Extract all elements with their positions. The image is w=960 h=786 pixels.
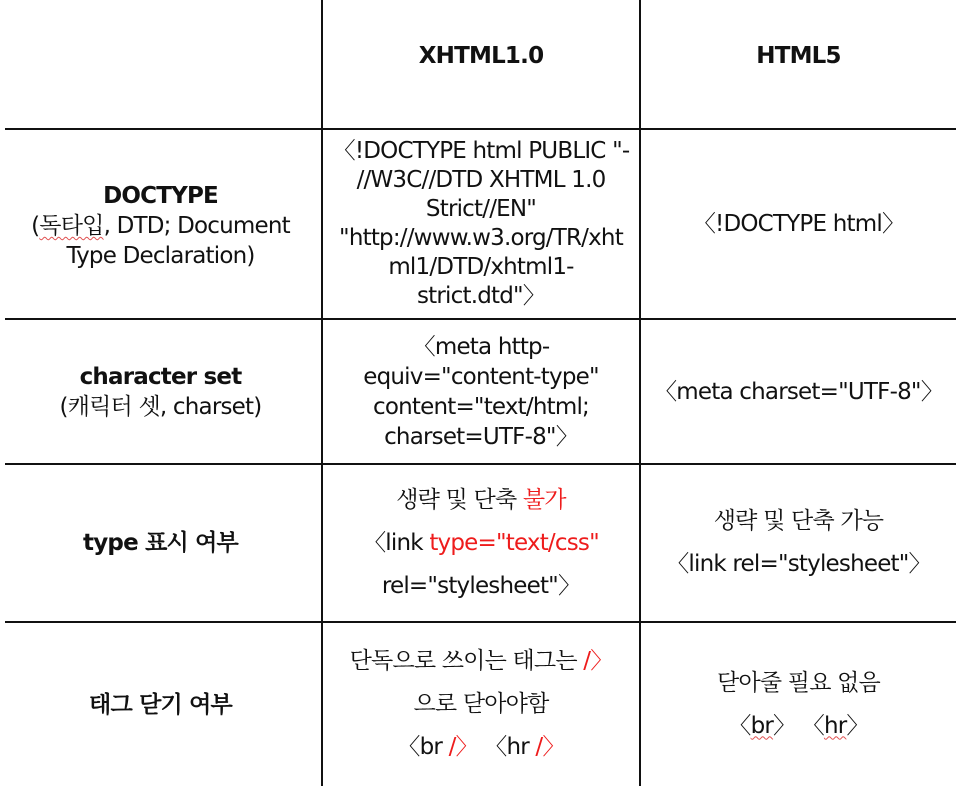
type-xhtml-line-1: 생략 및 단축 불가 [396,486,566,513]
close-xhtml-line-3: 〈br /〉 〈hr /〉 [397,734,565,760]
charset-subtitle: (캐릭터 셋, charset) [59,393,262,420]
unavailable-highlight: 불가 [522,486,566,513]
header-html5-label: HTML5 [756,43,841,69]
type-xhtml-line-2: 〈link type="text/css" [363,529,599,556]
charset-html5-value: 〈meta charset="UTF-8"〉 [654,378,943,405]
doctype-html5-value: 〈!DOCTYPE html〉 [692,211,905,237]
close-html5-line-1: 닫아줄 필요 없음 [717,669,880,696]
type-xhtml-line-3: rel="stylesheet"〉 [381,572,581,599]
type-html5-line-2: 〈link rel="stylesheet"〉 [666,551,931,577]
type-attribute-highlight: type="text/css" [429,529,599,556]
type-html5-line-1: 생략 및 단축 가능 [713,508,884,534]
header-html5 [641,0,956,112]
doctype-xhtml-line: Strict//EN" [425,196,537,222]
charset-xhtml-line: content="text/html; [373,393,589,420]
charset-xhtml-line: equiv="content-type" [363,363,599,390]
doctype-xhtml-line: ml1/DTD/xhtml1- [388,254,574,280]
close-html5-line-2: 〈br〉 〈hr〉 [728,712,869,739]
doctype-xhtml-line: "http://www.w3.org/TR/xht [339,225,623,251]
doctype-xhtml-line: //W3C//DTD XHTML 1.0 [356,167,606,193]
header-xhtml-label: XHTML1.0 [418,43,544,69]
self-close-highlight: /〉 [583,648,613,674]
doctype-xhtml-cell [323,130,639,318]
doctype-label-cell [0,130,321,318]
close-label-cell [0,623,321,786]
charset-label-cell [0,320,321,463]
type-xhtml-cell [323,465,639,621]
close-html5-cell [641,623,956,786]
close-xhtml-cell [323,623,639,786]
charset-xhtml-line: 〈meta http- [412,333,550,360]
doctype-subtitle-2: Type Declaration) [66,243,255,269]
close-xhtml-line-2: 으로 닫아야함 [413,691,549,717]
charset-title: character set [79,363,242,390]
doctype-xhtml-line: strict.dtd"〉 [416,283,546,309]
type-html5-cell [641,465,956,621]
header-xhtml [323,0,639,112]
type-label-cell [0,465,321,621]
charset-html5-cell [641,320,956,463]
close-title: 태그 닫기 여부 [89,691,232,718]
doctype-subtitle: (독타입, DTD; Document [31,213,290,239]
charset-xhtml-cell [323,320,639,463]
doctype-html5-cell [641,130,956,318]
type-title: type 표시 여부 [83,530,238,556]
charset-xhtml-line: charset=UTF-8"〉 [384,423,578,450]
header-empty-cell [0,0,321,128]
close-xhtml-line-1: 단독으로 쓰이는 태그는 /〉 [349,648,613,674]
doctype-xhtml-line: 〈!DOCTYPE html PUBLIC "- [332,138,630,164]
doctype-title: DOCTYPE [103,183,218,209]
